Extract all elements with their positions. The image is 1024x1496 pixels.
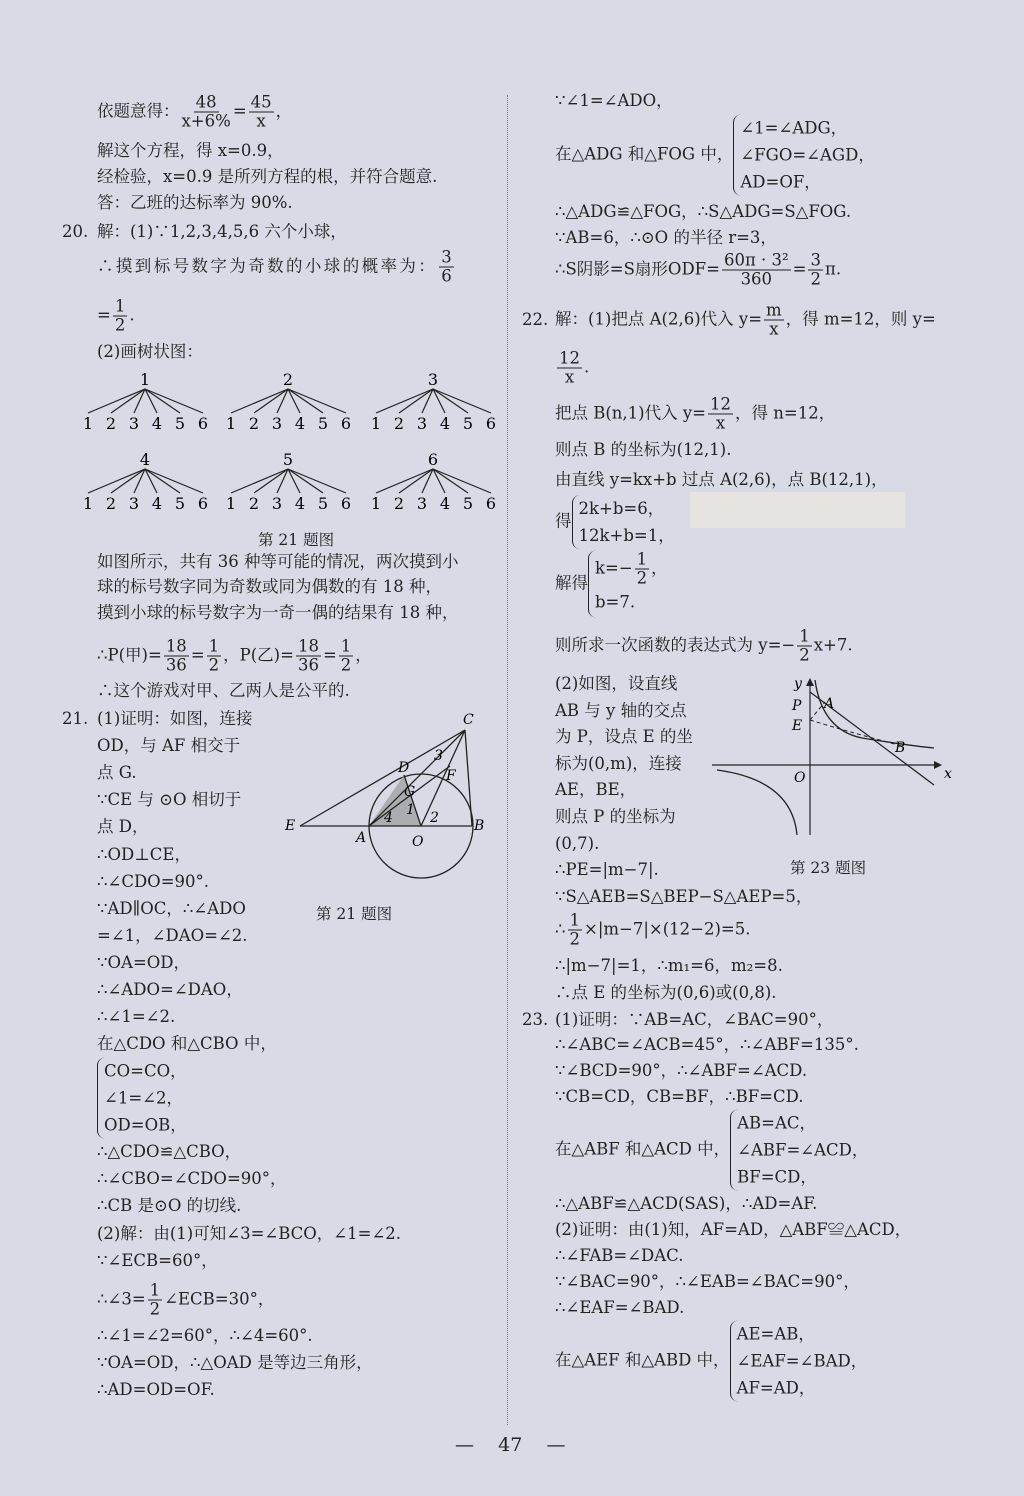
figure-21-geometry [280, 710, 495, 895]
text-line: ∵CB=CD，CB=BF，∴BF=CD. [555, 1087, 804, 1106]
text-line: ∴△ADG≌△FOG，∴S△ADG=S△FOG. [555, 202, 852, 221]
text-line: AB 与 y 轴的交点 [555, 700, 687, 720]
redacted-area [690, 492, 905, 528]
tree-leaf: 1 [82, 414, 94, 433]
system-line: 得 2k+b=6， 12k+b=1， [555, 495, 675, 549]
figure-label: 1 [406, 802, 415, 818]
question-number: 21. [62, 709, 89, 728]
tree-leaf: 2 [105, 414, 117, 433]
equation-line: ∴∠3= $\frac{1}{2}$ ∠ECB=30°， [97, 1280, 275, 1319]
tree-leaf: 4 [439, 494, 451, 513]
tree-leaf: 4 [439, 414, 451, 433]
text-line: ∴CB 是⊙O 的切线. [97, 1196, 242, 1216]
equation-line: $\frac{12}{x}$ . [559, 348, 590, 387]
equation: ∠1=∠ADG， [740, 118, 848, 138]
equation: CO=CO， [104, 1061, 187, 1081]
tree-leaf: 3 [128, 494, 140, 513]
tree-root: 4 [139, 450, 151, 469]
text-line: = $\frac{1}{2}$ . [97, 296, 135, 335]
tree-leaf: 3 [271, 494, 283, 513]
text-line: 标为(0,m)，连接 [555, 753, 682, 773]
system-line: 在△ADG 和△FOG 中， ∠1=∠ADG， ∠FGO=∠AGD， AD=OF， [555, 115, 875, 196]
figure-23-graph [712, 670, 957, 840]
text-line: ∴∠ABC=∠ACB=45°，∴∠ABF=135°. [555, 1035, 859, 1054]
figure-label: O [794, 770, 806, 786]
text-line: 解这个方程，得 x=0.9， [97, 141, 284, 160]
page-number: 47 [498, 1434, 523, 1456]
text-line: 点 G. [97, 763, 137, 783]
figure-label: E [285, 818, 296, 834]
equation: AB=AC， [737, 1113, 817, 1133]
tree-root: 6 [427, 450, 439, 469]
tree-root: 1 [139, 370, 151, 389]
tree-2 [226, 370, 351, 433]
equation: AD=OF， [740, 172, 821, 192]
text-line: AE，BE， [555, 780, 637, 800]
text-line: ∴△ABF≌△ACD(SAS)，∴AD=AF. [555, 1194, 818, 1213]
tree-leaf: 3 [128, 414, 140, 433]
text-line: ∴∠EAF=∠BAD. [555, 1298, 685, 1317]
equation: ∠ABF=∠ACD， [737, 1140, 869, 1160]
equation: OD=OB， [104, 1115, 187, 1135]
page-footer: — 47 — [455, 1434, 566, 1456]
tree-diagram [70, 365, 510, 525]
text-line: ∵S△AEB=S△BEP−S△AEP=5， [555, 886, 813, 906]
tree-leaf: 4 [294, 414, 306, 433]
text-line: ∵∠ECB=60°， [97, 1250, 218, 1270]
equation-line: 把点 B(n,1)代入 y= $\frac{12}{x}$ ，得 n=12， [555, 394, 836, 433]
text-line: ∵∠1=∠ADO， [555, 91, 673, 110]
figure-label: P [792, 698, 802, 714]
figure-label: 4 [384, 810, 393, 826]
column-divider [507, 95, 508, 1425]
figure-caption: 第 23 题图 [790, 859, 867, 877]
tree-leaf: 4 [294, 494, 306, 513]
text-line: ∴∠1=∠2. [97, 1007, 176, 1027]
equation: ∠EAF=∠BAD， [736, 1351, 868, 1371]
tree-leaf: 6 [340, 494, 352, 513]
tree-leaf: 3 [416, 414, 428, 433]
figure-label: E [792, 718, 803, 734]
figure-label: B [474, 818, 485, 834]
text-line: (1)证明：∵AB=AC，∠BAC=90°， [555, 1010, 834, 1029]
text-line: 如图所示，共有 36 种等可能的情况，两次摸到小 [97, 552, 459, 571]
text-line: ∴OD⊥CE， [97, 844, 191, 864]
equation-line: 则所求一次函数的表达式为 y=− $\frac{1}{2}$ x+7. [555, 626, 853, 665]
tree-leaf: 1 [370, 494, 382, 513]
equation: ∠FGO=∠AGD， [740, 145, 875, 165]
equation: 12k+b=1， [578, 526, 675, 545]
text-line: 则点 B 的坐标为(12,1). [555, 440, 732, 459]
equation-line: ∴S阴影=S扇形ODF= $\frac{\text{60π · 3²}}{360}$ = $\frac{3}{2}$ π. [555, 250, 842, 289]
figure-label: G [404, 784, 416, 800]
tree-leaf: 6 [485, 414, 497, 433]
text-line: 摸到小球的标号数字为一奇一偶的结果有 18 种， [97, 603, 459, 622]
figure-label: x [944, 766, 952, 782]
tree-leaf: 1 [370, 414, 382, 433]
tree-3 [371, 370, 496, 433]
text-line: ∴这个游戏对甲、乙两人是公平的. [97, 681, 350, 700]
tree-leaf: 5 [317, 414, 329, 433]
equation-line: 解：(1)把点 A(2,6)代入 y= $\frac{m}{x}$ ，得 m=12，则 y= [555, 300, 936, 339]
text-line: ∴∠CDO=90°. [97, 871, 210, 891]
text-line: (0,7). [555, 833, 600, 853]
text-line: 经检验，x=0.9 是所列方程的根，并符合题意. [97, 167, 438, 186]
tree-leaf: 4 [151, 414, 163, 433]
text-line: 答：乙班的达标率为 90%. [97, 193, 293, 212]
brace-system [730, 1110, 868, 1191]
text-line: ∴∠ADO=∠DAO， [97, 980, 243, 999]
figure-label: O [412, 834, 424, 850]
text-line: 为 P，设点 E 的坐 [555, 727, 693, 747]
figure-label: D [398, 760, 410, 776]
tree-leaf: 2 [393, 494, 405, 513]
text-line: (1)证明：如图，连接 [97, 709, 253, 728]
text-line: ∴PE=|m−7|. [555, 860, 659, 880]
text-line: 则点 P 的坐标为 [555, 807, 676, 826]
text-line: ∵∠BCD=90°，∴∠ABF=∠ACD. [555, 1061, 808, 1080]
text-line: (2)证明：由(1)知，AF=AD，△ABF≌△ACD， [555, 1220, 912, 1239]
text-line: ∴△CDO≌△CBO， [97, 1142, 242, 1161]
text-line: =∠1，∠DAO=∠2. [97, 925, 248, 945]
brace-system [733, 115, 874, 196]
figure-label: y [794, 676, 802, 692]
text-line: ∵OA=OD， [97, 952, 191, 972]
equation: BF=CD， [737, 1167, 817, 1187]
tree-leaf: 5 [462, 414, 474, 433]
tree-4 [83, 450, 208, 513]
system-of-equations [97, 1058, 187, 1139]
text-line: ∴AD=OD=OF. [97, 1380, 215, 1399]
text-line: ∴∠FAB=∠DAC. [555, 1246, 684, 1265]
figure-label: F [446, 768, 456, 784]
tree-leaf: 1 [225, 494, 237, 513]
question-number: 22. [522, 310, 549, 329]
tree-leaf: 2 [105, 494, 117, 513]
text-line: (2)解：由(1)可知∠3=∠BCO，∠1=∠2. [97, 1223, 402, 1243]
text-line: (2)画树状图： [97, 342, 203, 361]
text-line: OD，与 AF 相交于 [97, 736, 241, 756]
figure-label: B [895, 740, 906, 756]
figure-label: C [463, 712, 474, 728]
text-line: ∴|m−7|=1，∴m₁=6，m₂=8. [555, 956, 783, 975]
tree-root: 5 [282, 450, 294, 469]
question-number: 23. [522, 1010, 549, 1029]
text-line: 由直线 y=kx+b 过点 A(2,6)，点 B(12,1)， [555, 470, 888, 489]
tree-leaf: 3 [416, 494, 428, 513]
tree-root: 2 [282, 370, 294, 389]
tree-leaf: 2 [248, 414, 260, 433]
text-line: 点 D， [97, 817, 149, 837]
tree-root: 3 [427, 370, 439, 389]
text-line: ∵∠BAC=90°，∴∠EAB=∠BAC=90°， [555, 1272, 860, 1291]
figure-label: 3 [434, 748, 443, 764]
tree-leaf: 6 [197, 494, 209, 513]
text-line: (2)如图，设直线 [555, 674, 678, 693]
brace-system [730, 1321, 868, 1402]
figure-label: A [824, 696, 835, 712]
text-line: ∵AD∥OC，∴∠ADO [97, 898, 246, 918]
text-line: 在△CDO 和△CBO 中， [97, 1034, 277, 1054]
system-line: 在△AEF 和△ABD 中， AE=AB， ∠EAF=∠BAD， AF=AD， [555, 1321, 867, 1402]
equation: AF=AD， [736, 1378, 816, 1398]
tree-leaf: 5 [462, 494, 474, 513]
equation: 2k+b=6， [578, 499, 665, 518]
tree-leaf: 4 [151, 494, 163, 513]
equation: AE=AB， [736, 1324, 815, 1344]
text-line: ∵CE 与 ⊙O 相切于 [97, 790, 242, 810]
brace-system [572, 495, 675, 549]
tree-5 [226, 450, 351, 513]
tree-leaf: 2 [393, 414, 405, 433]
tree-leaf: 6 [340, 414, 352, 433]
tree-leaf: 6 [485, 494, 497, 513]
system-line: 在△ABF 和△ACD 中， AB=AC， ∠ABF=∠ACD， BF=CD， [555, 1110, 868, 1191]
tree-leaf: 6 [197, 414, 209, 433]
tree-leaf: 5 [317, 494, 329, 513]
text-line: ∴∠CBO=∠CDO=90°， [97, 1169, 287, 1189]
question-number: 20. [62, 222, 89, 241]
tree-leaf: 5 [174, 414, 186, 433]
tree-leaf: 1 [225, 414, 237, 433]
text-line: ∴点 E 的坐标为(0,6)或(0,8). [555, 983, 777, 1002]
text-line: ∴摸到标号数字为奇数的小球的概率为： $\frac{3}{6}$ [97, 247, 452, 286]
text-line: 球的标号数字同为奇数或同为偶数的有 18 种， [97, 577, 442, 596]
equation-line: ∴P(甲)= $\frac{18}{36}$ = $\frac{1}{2}$ ，P(乙)= $\frac{18}{36}$ = $\frac{1}{2}$ ， [97, 636, 372, 675]
tree-leaf: 2 [248, 494, 260, 513]
tree-6 [371, 450, 496, 513]
figure-caption: 第 21 题图 [258, 531, 335, 549]
figure-label: A [356, 830, 367, 846]
tree-leaf: 1 [82, 494, 94, 513]
equation-line: ∴ $\frac{1}{2}$ ×|m−7|×(12−2)=5. [555, 910, 751, 949]
text-line: ∵OA=OD，∴△OAD 是等边三角形， [97, 1353, 373, 1372]
text-line: ∵AB=6，∴⊙O 的半径 r=3， [555, 228, 777, 247]
tree-leaf: 3 [271, 414, 283, 433]
tree-leaf: 5 [174, 494, 186, 513]
equation-line: 依题意得： $\frac{48}{x+6\%}$ = $\frac{45}{x}$ ， [97, 92, 293, 131]
figure-caption: 第 21 题图 [316, 905, 393, 923]
figure-label: 2 [430, 810, 439, 826]
tree-1 [83, 370, 208, 433]
text-line: ∴∠1=∠2=60°，∴∠4=60°. [97, 1326, 313, 1345]
system-line: 解得 k=− $\frac{1}{2}$ ， b=7. [555, 551, 668, 618]
brace-system [97, 1058, 187, 1139]
text-line: 解：(1)∵1,2,3,4,5,6 六个小球， [97, 222, 347, 241]
equation: ∠1=∠2， [104, 1088, 183, 1108]
